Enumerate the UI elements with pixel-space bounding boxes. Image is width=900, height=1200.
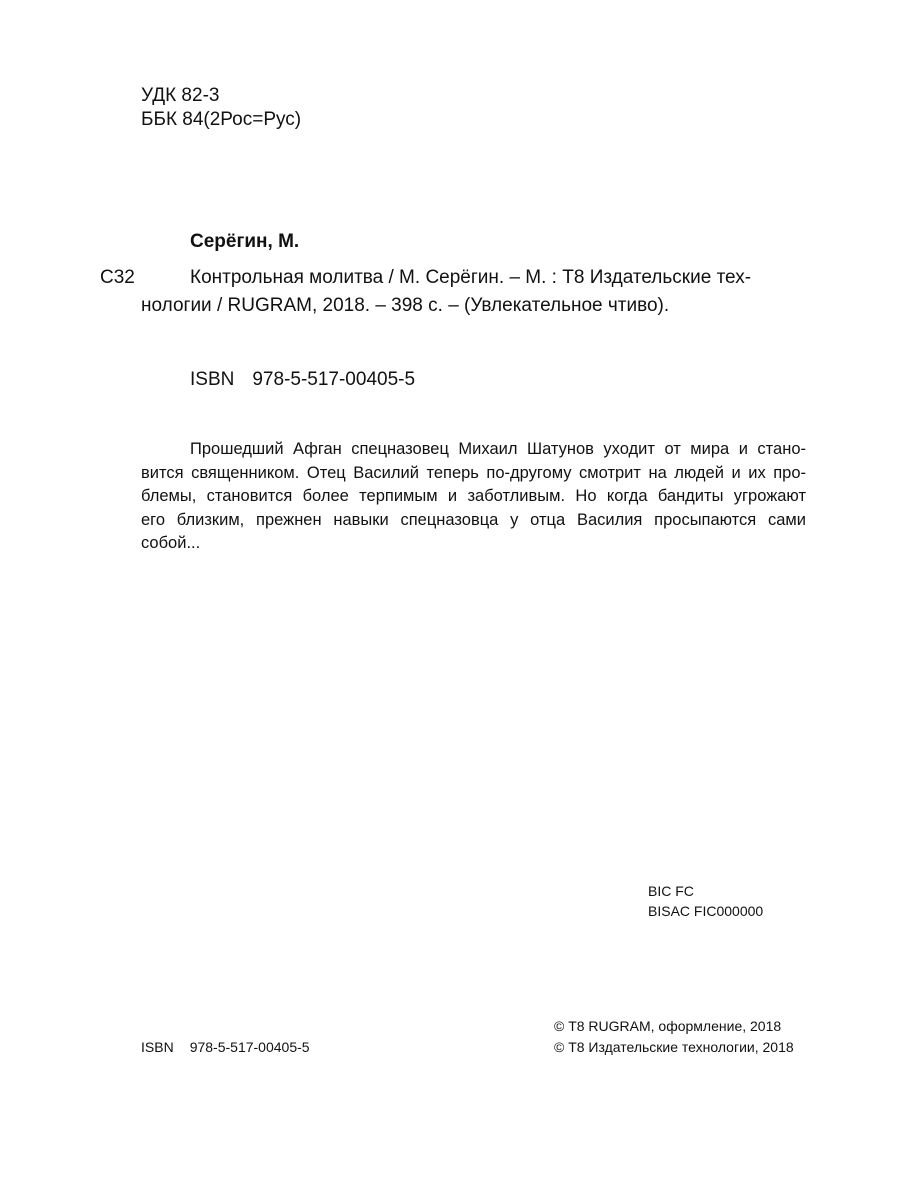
isbn-record [190,368,415,392]
author-code: С32 [100,267,135,288]
footer-isbn-label: ISBN [141,1039,174,1055]
isbn-label: ISBN [190,369,235,390]
annotation-paragraph [141,438,806,556]
udk-code: УДК 82-3 [141,85,220,106]
footer-isbn [141,1037,310,1057]
bibliographic-description-line-1: Контрольная молитва / М. Серёгин. – М. : Т8 Издательские тех- [190,267,752,288]
annotation-line: его близким, прежнен навыки спецназовца у отца Василия просыпаются сами [141,510,806,529]
bic-code: BIC FC [648,883,694,899]
copyright-publisher: © Т8 Издательские технологии, 2018 [554,1039,794,1055]
author-heading: Серёгин, М. [190,231,300,252]
annotation-line: Прошедший Афган спецназовец Михаил Шатунов уходит от мира и стано- [190,440,806,458]
bisac-code: BISAC FIC000000 [648,903,764,919]
annotation-line: собой... [141,534,201,552]
bibliographic-description-line-2: нологии / RUGRAM, 2018. – 398 с. – (Увлекательное чтиво). [141,295,670,316]
annotation-line: блемы, становится более терпимым и заботливым. Но когда бандиты угрожают [141,487,806,505]
bbk-code: ББК 84(2Рос=Рус) [141,109,302,130]
footer-isbn-number: 978-5-517-00405-5 [189,1039,310,1055]
copyright-design: © Т8 RUGRAM, оформление, 2018 [554,1018,782,1034]
isbn-number: 978-5-517-00405-5 [252,369,416,390]
annotation-line: вится священником. Отец Василий теперь по-другому смотрит на людей и их про- [141,463,806,482]
